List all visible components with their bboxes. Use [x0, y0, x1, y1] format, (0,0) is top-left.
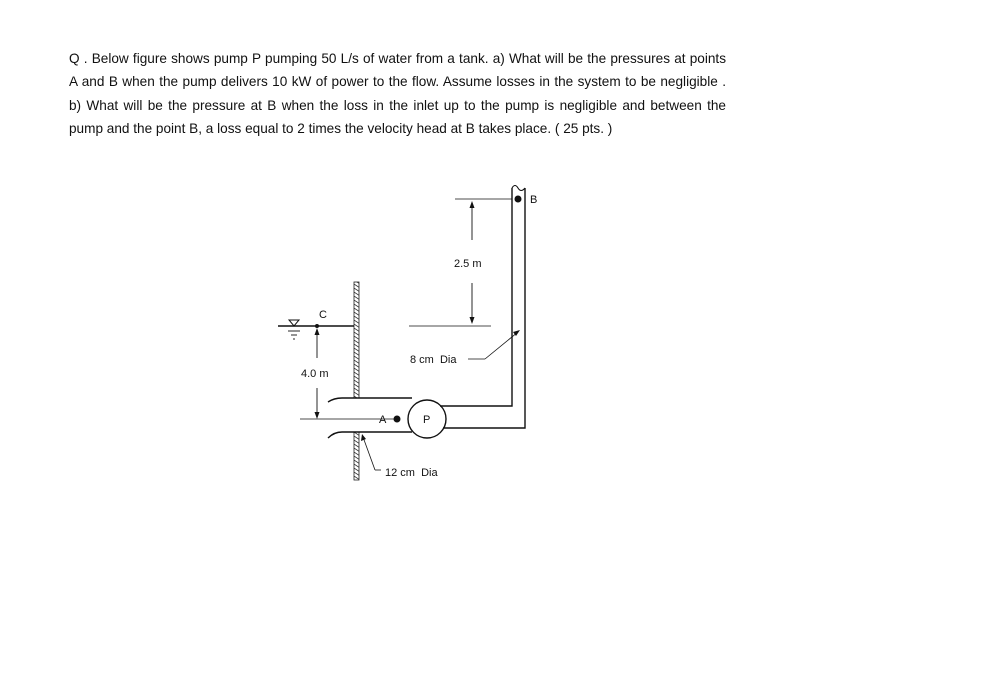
inlet-leader	[361, 434, 381, 470]
outlet-pipe	[440, 186, 525, 429]
point-a-marker	[394, 416, 401, 423]
label-p: P	[423, 414, 431, 426]
label-inlet-diameter: 12 cm Dia	[385, 467, 438, 479]
water-surface	[278, 320, 354, 339]
label-outlet-diameter: 8 cm Dia	[410, 354, 457, 366]
label-height-2-5m: 2.5 m	[454, 258, 482, 270]
label-height-4m: 4.0 m	[301, 368, 329, 380]
question-text: Q . Below figure shows pump P pumping 50 L/s of water from a tank. a) What will be the pressures at points A and B when the pump delivers 10 kW of power to the flow. Assume losses in the system to be negligible . b) What will be the pressure at B when the loss in the inlet up to the pump is negligible and between the pump and the point B, a loss equal to 2 times the velocity head at B takes place. ( 25 pts. )	[69, 51, 726, 137]
label-c: C	[319, 309, 327, 321]
point-b-marker	[515, 196, 522, 203]
point-c-marker	[315, 324, 319, 328]
label-a: A	[379, 414, 387, 426]
label-b: B	[530, 194, 538, 206]
tank-wall	[354, 282, 359, 480]
